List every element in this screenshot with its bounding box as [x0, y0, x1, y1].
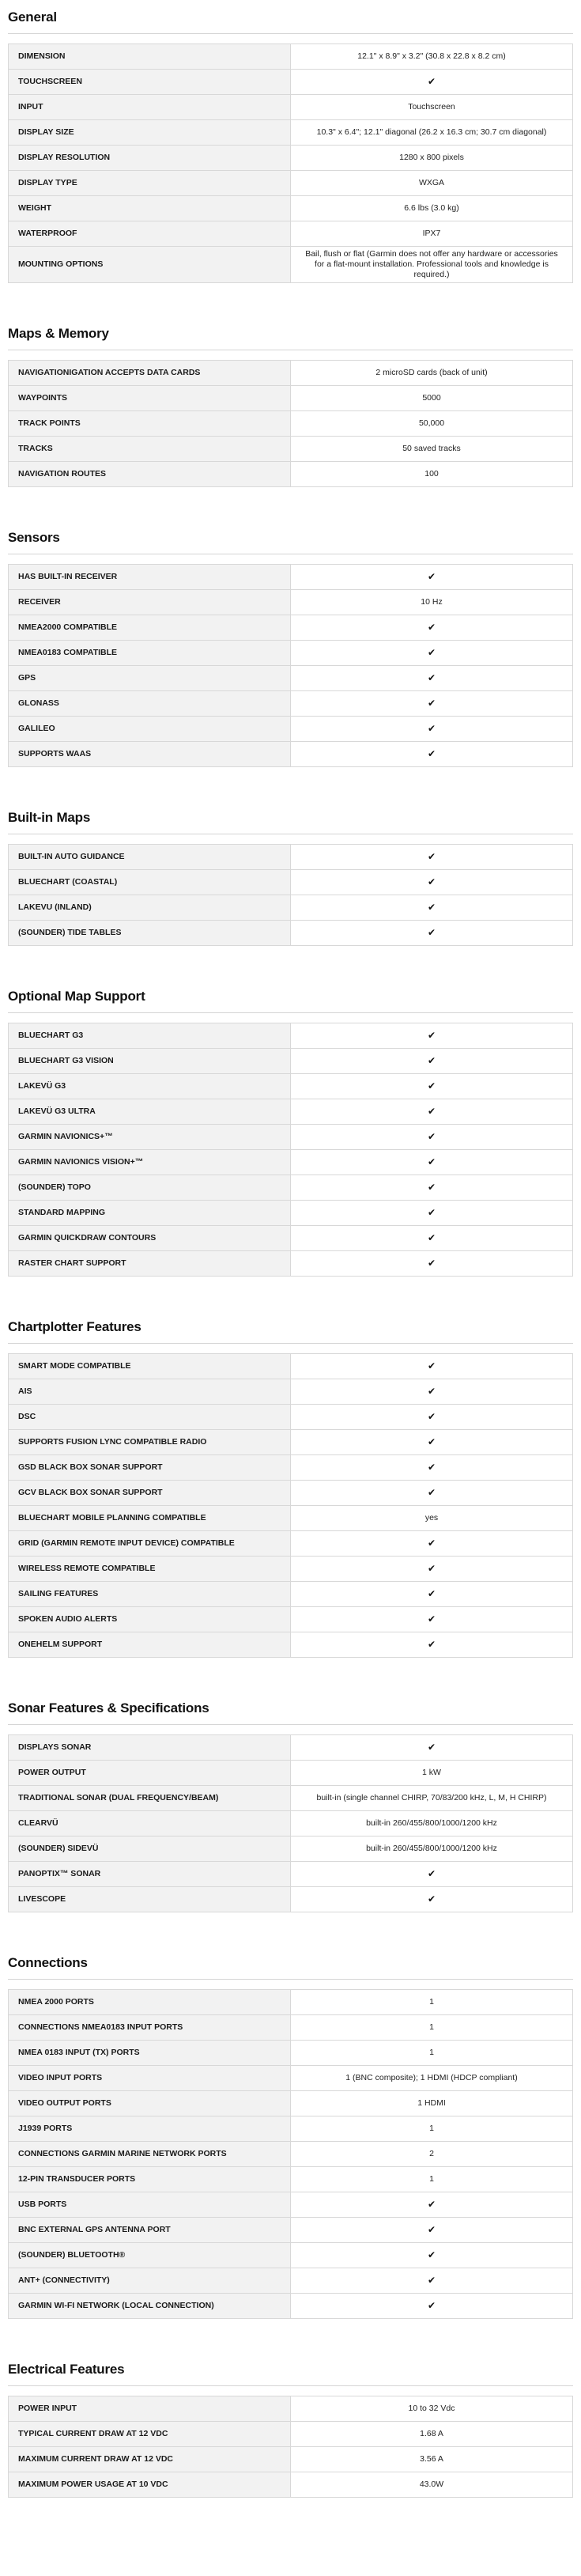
section-title: Sensors	[8, 530, 60, 545]
spec-row	[9, 2294, 573, 2319]
spec-value-check	[291, 2192, 573, 2218]
spec-label: HAS BUILT-IN RECEIVER	[9, 565, 291, 590]
checkmark-icon: ✔	[427, 1385, 436, 1397]
spec-value-check	[291, 2218, 573, 2243]
section-title: Sonar Features & Specifications	[8, 1700, 209, 1715]
spec-label: (SOUNDER) BLUETOOTH®	[9, 2243, 291, 2268]
spec-row	[9, 2472, 573, 2498]
spec-row	[9, 1251, 573, 1277]
spec-row	[9, 1379, 573, 1405]
spec-label: GARMIN WI-FI NETWORK (LOCAL CONNECTION)	[9, 2294, 291, 2319]
section-electrical-features	[8, 2352, 573, 2498]
spec-label: VIDEO OUTPUT PORTS	[9, 2091, 291, 2116]
checkmark-icon: ✔	[427, 1613, 436, 1625]
spec-label: NMEA0183 COMPATIBLE	[9, 641, 291, 666]
spec-value-check	[291, 1226, 573, 1251]
spec-value-check	[291, 70, 573, 95]
spec-row	[9, 1125, 573, 1150]
spec-value-check	[291, 1455, 573, 1481]
spec-value: 1 kW	[291, 1761, 573, 1786]
spec-value-check	[291, 1430, 573, 1455]
spec-value-check	[291, 1887, 573, 1912]
section-chartplotter-features	[8, 1310, 573, 1658]
spec-label: WIRELESS REMOTE COMPATIBLE	[9, 1557, 291, 1582]
spec-table	[8, 1989, 573, 2319]
section-title: Chartplotter Features	[8, 1319, 141, 1334]
spec-row	[9, 196, 573, 221]
checkmark-icon: ✔	[427, 646, 436, 658]
spec-label: TOUCHSCREEN	[9, 70, 291, 95]
checkmark-icon: ✔	[427, 747, 436, 759]
spec-value-check	[291, 2243, 573, 2268]
spec-row	[9, 2167, 573, 2192]
spec-value-check	[291, 1074, 573, 1099]
spec-label: POWER INPUT	[9, 2396, 291, 2422]
spec-label: ANT+ (CONNECTIVITY)	[9, 2268, 291, 2294]
spec-row	[9, 717, 573, 742]
spec-value: 50 saved tracks	[291, 437, 573, 462]
spec-value: 1	[291, 2041, 573, 2066]
spec-row	[9, 845, 573, 870]
spec-label: NMEA 2000 PORTS	[9, 1990, 291, 2015]
spec-row	[9, 1074, 573, 1099]
spec-value-check	[291, 1607, 573, 1632]
spec-row	[9, 2396, 573, 2422]
section-optional-map-support	[8, 979, 573, 1277]
spec-value: 43.0W	[291, 2472, 573, 2498]
spec-value-check	[291, 1481, 573, 1506]
spec-row	[9, 171, 573, 196]
spec-value: 1	[291, 2167, 573, 2192]
spec-row	[9, 1455, 573, 1481]
spec-label: LAKEVU (INLAND)	[9, 895, 291, 921]
spec-value-check	[291, 615, 573, 641]
spec-label: J1939 PORTS	[9, 2116, 291, 2142]
spec-table	[8, 360, 573, 487]
spec-row	[9, 2041, 573, 2066]
spec-label: RECEIVER	[9, 590, 291, 615]
spec-value-check	[291, 1632, 573, 1658]
checkmark-icon: ✔	[427, 671, 436, 683]
checkmark-icon: ✔	[427, 697, 436, 709]
checkmark-icon: ✔	[427, 1105, 436, 1117]
spec-value: yes	[291, 1506, 573, 1531]
spec-value: 3.56 A	[291, 2447, 573, 2472]
checkmark-icon: ✔	[427, 2223, 436, 2235]
spec-label: 12-PIN TRANSDUCER PORTS	[9, 2167, 291, 2192]
checkmark-icon: ✔	[427, 570, 436, 582]
spec-table	[8, 1734, 573, 1912]
spec-label: RASTER CHART SUPPORT	[9, 1251, 291, 1277]
spec-label: (SOUNDER) TOPO	[9, 1175, 291, 1201]
checkmark-icon: ✔	[427, 1181, 436, 1193]
spec-label: NAVIGATIONIGATION ACCEPTS DATA CARDS	[9, 361, 291, 386]
section-divider	[8, 1343, 573, 1344]
spec-row	[9, 1862, 573, 1887]
spec-row	[9, 1481, 573, 1506]
spec-row	[9, 641, 573, 666]
spec-label: DISPLAYS SONAR	[9, 1735, 291, 1761]
spec-label: SUPPORTS WAAS	[9, 742, 291, 767]
spec-row	[9, 411, 573, 437]
spec-row	[9, 1836, 573, 1862]
spec-value-check	[291, 1862, 573, 1887]
spec-value-check	[291, 1201, 573, 1226]
spec-value: 6.6 lbs (3.0 kg)	[291, 196, 573, 221]
spec-value: 100	[291, 462, 573, 487]
spec-label: GARMIN NAVIONICS+™	[9, 1125, 291, 1150]
spec-row	[9, 1201, 573, 1226]
spec-label: SPOKEN AUDIO ALERTS	[9, 1607, 291, 1632]
spec-label: TYPICAL CURRENT DRAW AT 12 VDC	[9, 2422, 291, 2447]
spec-row	[9, 1735, 573, 1761]
section-sensors	[8, 520, 573, 767]
spec-label: NMEA2000 COMPATIBLE	[9, 615, 291, 641]
spec-value-check	[291, 2268, 573, 2294]
spec-label: GPS	[9, 666, 291, 691]
spec-row	[9, 666, 573, 691]
spec-value-check	[291, 1251, 573, 1277]
spec-value: WXGA	[291, 171, 573, 196]
spec-value-check	[291, 845, 573, 870]
spec-value-check	[291, 1557, 573, 1582]
spec-row	[9, 1354, 573, 1379]
checkmark-icon: ✔	[427, 1486, 436, 1498]
spec-row	[9, 2192, 573, 2218]
spec-label: POWER OUTPUT	[9, 1761, 291, 1786]
spec-label: BNC EXTERNAL GPS ANTENNA PORT	[9, 2218, 291, 2243]
spec-row	[9, 1150, 573, 1175]
spec-row	[9, 1405, 573, 1430]
spec-row	[9, 44, 573, 70]
spec-value-check	[291, 1049, 573, 1074]
spec-label: BUILT-IN AUTO GUIDANCE	[9, 845, 291, 870]
spec-value: 1 HDMI	[291, 2091, 573, 2116]
spec-value: 1	[291, 2015, 573, 2041]
spec-label: DISPLAY TYPE	[9, 171, 291, 196]
spec-row	[9, 361, 573, 386]
checkmark-icon: ✔	[427, 1360, 436, 1371]
spec-row	[9, 437, 573, 462]
section-connections	[8, 1946, 573, 2319]
spec-label: BLUECHART G3 VISION	[9, 1049, 291, 1074]
spec-row	[9, 2218, 573, 2243]
spec-label: DIMENSION	[9, 44, 291, 70]
spec-value: 1	[291, 1990, 573, 2015]
checkmark-icon: ✔	[427, 1257, 436, 1269]
section-divider	[8, 1724, 573, 1725]
spec-value: IPX7	[291, 221, 573, 247]
checkmark-icon: ✔	[427, 926, 436, 938]
spec-value: 50,000	[291, 411, 573, 437]
checkmark-icon: ✔	[427, 1587, 436, 1599]
spec-row	[9, 70, 573, 95]
checkmark-icon: ✔	[427, 75, 436, 87]
spec-value-check	[291, 870, 573, 895]
spec-value-check	[291, 1405, 573, 1430]
spec-value-check	[291, 1531, 573, 1557]
spec-label: WAYPOINTS	[9, 386, 291, 411]
spec-row	[9, 2015, 573, 2041]
spec-value-check	[291, 717, 573, 742]
spec-value-check	[291, 1582, 573, 1607]
spec-label: TRACK POINTS	[9, 411, 291, 437]
spec-table	[8, 44, 573, 283]
section-maps-memory	[8, 316, 573, 487]
checkmark-icon: ✔	[427, 1231, 436, 1243]
spec-value-check	[291, 1150, 573, 1175]
spec-value-check	[291, 1099, 573, 1125]
spec-value: 12.1" x 8.9" x 3.2" (30.8 x 22.8 x 8.2 cm)	[291, 44, 573, 70]
spec-label: PANOPTIX™ SONAR	[9, 1862, 291, 1887]
spec-label: BLUECHART G3	[9, 1023, 291, 1049]
spec-row	[9, 120, 573, 146]
checkmark-icon: ✔	[427, 621, 436, 633]
spec-row	[9, 1099, 573, 1125]
spec-value: 5000	[291, 386, 573, 411]
spec-row	[9, 1582, 573, 1607]
spec-value-check	[291, 1354, 573, 1379]
spec-label: SAILING FEATURES	[9, 1582, 291, 1607]
spec-label: STANDARD MAPPING	[9, 1201, 291, 1226]
spec-table	[8, 564, 573, 767]
spec-row	[9, 1990, 573, 2015]
spec-value-check	[291, 641, 573, 666]
spec-row	[9, 1175, 573, 1201]
spec-value: built-in (single channel CHIRP, 70/83/200 kHz, L, M, H CHIRP)	[291, 1786, 573, 1811]
section-divider	[8, 1979, 573, 1980]
spec-row	[9, 870, 573, 895]
spec-value-check	[291, 1735, 573, 1761]
section-divider	[8, 2385, 573, 2386]
spec-row	[9, 895, 573, 921]
spec-label: LIVESCOPE	[9, 1887, 291, 1912]
spec-label: GARMIN QUICKDRAW CONTOURS	[9, 1226, 291, 1251]
spec-label: GCV BLACK BOX SONAR SUPPORT	[9, 1481, 291, 1506]
spec-table	[8, 1023, 573, 1277]
spec-row	[9, 1607, 573, 1632]
spec-label: LAKEVÜ G3 ULTRA	[9, 1099, 291, 1125]
checkmark-icon: ✔	[427, 2274, 436, 2286]
spec-row	[9, 590, 573, 615]
spec-value-check	[291, 1175, 573, 1201]
checkmark-icon: ✔	[427, 1080, 436, 1091]
spec-row	[9, 691, 573, 717]
checkmark-icon: ✔	[427, 1410, 436, 1422]
spec-table	[8, 1353, 573, 1658]
checkmark-icon: ✔	[427, 1029, 436, 1041]
spec-label: AIS	[9, 1379, 291, 1405]
spec-label: NAVIGATION ROUTES	[9, 462, 291, 487]
spec-row	[9, 1023, 573, 1049]
spec-row	[9, 2116, 573, 2142]
spec-row	[9, 2422, 573, 2447]
section-title: Electrical Features	[8, 2362, 125, 2377]
spec-row	[9, 1761, 573, 1786]
spec-label: MOUNTING OPTIONS	[9, 247, 291, 283]
spec-value: built-in 260/455/800/1000/1200 kHz	[291, 1811, 573, 1836]
spec-label: GARMIN NAVIONICS VISION+™	[9, 1150, 291, 1175]
spec-value-check	[291, 895, 573, 921]
section-divider	[8, 1012, 573, 1013]
spec-label: BLUECHART MOBILE PLANNING COMPATIBLE	[9, 1506, 291, 1531]
checkmark-icon: ✔	[427, 850, 436, 862]
spec-label: (SOUNDER) TIDE TABLES	[9, 921, 291, 946]
spec-row	[9, 742, 573, 767]
spec-label: SMART MODE COMPATIBLE	[9, 1354, 291, 1379]
checkmark-icon: ✔	[427, 2249, 436, 2260]
checkmark-icon: ✔	[427, 1537, 436, 1549]
spec-row	[9, 2066, 573, 2091]
spec-value: 1	[291, 2116, 573, 2142]
spec-label: GALILEO	[9, 717, 291, 742]
spec-value-check	[291, 666, 573, 691]
spec-label: CLEARVÜ	[9, 1811, 291, 1836]
spec-row	[9, 462, 573, 487]
checkmark-icon: ✔	[427, 1156, 436, 1167]
spec-row	[9, 2091, 573, 2116]
spec-label: CONNECTIONS NMEA0183 INPUT PORTS	[9, 2015, 291, 2041]
spec-row	[9, 1632, 573, 1658]
spec-row	[9, 247, 573, 283]
spec-row	[9, 2447, 573, 2472]
spec-label: SUPPORTS FUSION LYNC COMPATIBLE RADIO	[9, 1430, 291, 1455]
checkmark-icon: ✔	[427, 1893, 436, 1905]
checkmark-icon: ✔	[427, 2299, 436, 2311]
spec-value: Touchscreen	[291, 95, 573, 120]
checkmark-icon: ✔	[427, 1054, 436, 1066]
checkmark-icon: ✔	[427, 722, 436, 734]
spec-value: Bail, flush or flat (Garmin does not offer any hardware or accessories for a flat-mount installation. Professional tools and knowledge is required.)	[291, 247, 573, 283]
spec-row	[9, 1887, 573, 1912]
spec-label: DISPLAY SIZE	[9, 120, 291, 146]
section-title: Connections	[8, 1955, 88, 1970]
spec-row	[9, 2243, 573, 2268]
checkmark-icon: ✔	[427, 1562, 436, 1574]
spec-value: built-in 260/455/800/1000/1200 kHz	[291, 1836, 573, 1862]
spec-value: 1280 x 800 pixels	[291, 146, 573, 171]
spec-row	[9, 565, 573, 590]
spec-label: BLUECHART (COASTAL)	[9, 870, 291, 895]
spec-value-check	[291, 565, 573, 590]
spec-row	[9, 1049, 573, 1074]
spec-label: INPUT	[9, 95, 291, 120]
section-general	[8, 0, 573, 283]
spec-row	[9, 2268, 573, 2294]
section-title: Built-in Maps	[8, 810, 91, 825]
spec-value: 2 microSD cards (back of unit)	[291, 361, 573, 386]
spec-label: DISPLAY RESOLUTION	[9, 146, 291, 171]
spec-label: WEIGHT	[9, 196, 291, 221]
spec-value-check	[291, 921, 573, 946]
section-title: Maps & Memory	[8, 326, 109, 341]
spec-row	[9, 386, 573, 411]
checkmark-icon: ✔	[427, 876, 436, 887]
checkmark-icon: ✔	[427, 1130, 436, 1142]
spec-row	[9, 615, 573, 641]
spec-row	[9, 1531, 573, 1557]
spec-label: (SOUNDER) SIDEVÜ	[9, 1836, 291, 1862]
spec-row	[9, 1811, 573, 1836]
section-title: Optional Map Support	[8, 989, 145, 1004]
checkmark-icon: ✔	[427, 2198, 436, 2210]
section-built-in-maps	[8, 800, 573, 946]
spec-table	[8, 844, 573, 946]
spec-label: TRACKS	[9, 437, 291, 462]
spec-label: TRADITIONAL SONAR (DUAL FREQUENCY/BEAM)	[9, 1786, 291, 1811]
checkmark-icon: ✔	[427, 1867, 436, 1879]
spec-label: USB PORTS	[9, 2192, 291, 2218]
spec-row	[9, 221, 573, 247]
spec-value: 10 to 32 Vdc	[291, 2396, 573, 2422]
spec-label: MAXIMUM CURRENT DRAW AT 12 VDC	[9, 2447, 291, 2472]
spec-label: MAXIMUM POWER USAGE AT 10 VDC	[9, 2472, 291, 2498]
spec-label: VIDEO INPUT PORTS	[9, 2066, 291, 2091]
spec-value: 1 (BNC composite); 1 HDMI (HDCP compliant)	[291, 2066, 573, 2091]
spec-label: CONNECTIONS GARMIN MARINE NETWORK PORTS	[9, 2142, 291, 2167]
spec-label: WATERPROOF	[9, 221, 291, 247]
spec-table	[8, 2396, 573, 2498]
spec-value-check	[291, 691, 573, 717]
spec-value: 10.3" x 6.4"; 12.1" diagonal (26.2 x 16.3 cm; 30.7 cm diagonal)	[291, 120, 573, 146]
spec-row	[9, 1786, 573, 1811]
spec-row	[9, 146, 573, 171]
checkmark-icon: ✔	[427, 1206, 436, 1218]
spec-label: GSD BLACK BOX SONAR SUPPORT	[9, 1455, 291, 1481]
spec-label: GRID (GARMIN REMOTE INPUT DEVICE) COMPATIBLE	[9, 1531, 291, 1557]
spec-label: ONEHELM SUPPORT	[9, 1632, 291, 1658]
spec-row	[9, 95, 573, 120]
checkmark-icon: ✔	[427, 1436, 436, 1447]
section-divider	[8, 33, 573, 34]
spec-value: 10 Hz	[291, 590, 573, 615]
checkmark-icon: ✔	[427, 1638, 436, 1650]
checkmark-icon: ✔	[427, 901, 436, 913]
checkmark-icon: ✔	[427, 1741, 436, 1753]
spec-row	[9, 1430, 573, 1455]
spec-value-check	[291, 2294, 573, 2319]
spec-value-check	[291, 1125, 573, 1150]
spec-row	[9, 2142, 573, 2167]
spec-row	[9, 1506, 573, 1531]
spec-value-check	[291, 1023, 573, 1049]
section-title: General	[8, 9, 57, 25]
spec-label: NMEA 0183 INPUT (TX) PORTS	[9, 2041, 291, 2066]
section-sonar-features-specifications	[8, 1691, 573, 1912]
spec-value: 1.68 A	[291, 2422, 573, 2447]
spec-value-check	[291, 742, 573, 767]
spec-row	[9, 1557, 573, 1582]
checkmark-icon: ✔	[427, 1461, 436, 1473]
spec-value: 2	[291, 2142, 573, 2167]
spec-row	[9, 921, 573, 946]
spec-value-check	[291, 1379, 573, 1405]
spec-label: LAKEVÜ G3	[9, 1074, 291, 1099]
spec-label: DSC	[9, 1405, 291, 1430]
spec-row	[9, 1226, 573, 1251]
spec-label: GLONASS	[9, 691, 291, 717]
